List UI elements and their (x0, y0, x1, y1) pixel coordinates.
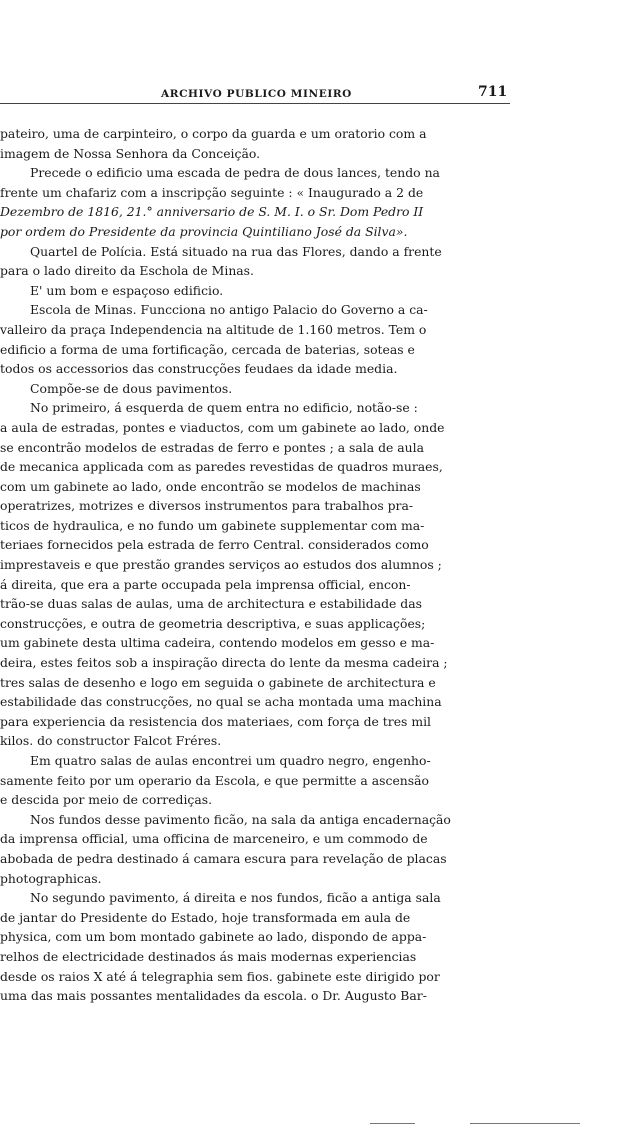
text-line: trão-se duas salas de aulas, uma de architectura e estabilidade das (0, 596, 422, 612)
text-line: physica, com um bom montado gabinete ao lado, dispondo de appa- (0, 929, 427, 945)
text-line: tres salas de desenho e logo em seguida o gabinete de architectura e (0, 674, 436, 690)
text-line: operatrizes, motrizes e diversos instrumentos para trabalhos pra- (0, 498, 414, 514)
header-rule (0, 103, 510, 104)
text-line: a aula de estradas, pontes e viaductos, com um gabinete ao lado, onde (0, 419, 445, 435)
text-line: e descida por meio de corrediças. (0, 792, 213, 808)
text-line: de mecanica applicada com as paredes revestidas de quadros muraes, (0, 459, 443, 475)
text-line: relhos de electricidade destinados ás mais modernas experiencias (0, 948, 417, 964)
text-line: abobada de pedra destinado á camara escura para revelação de placas (0, 850, 447, 866)
text-line: se encontrão modelos de estradas de ferro e pontes ; a sala de aula (0, 439, 425, 455)
page-header (0, 84, 621, 104)
text-line: imagem de Nossa Senhora da Conceição. (0, 145, 261, 161)
text-line: todos os accessorios das construcções feudaes da idade media. (0, 361, 398, 377)
body-text (0, 124, 522, 1006)
text-line: Dezembro de 1816, 21.° anniversario de S. M. I. o Sr. Dom Pedro II (0, 204, 424, 220)
text-line: para experiencia da resistencia dos materiaes, com força de tres mil (0, 713, 432, 729)
text-line: um gabinete desta ultima cadeira, contendo modelos em gesso e ma- (0, 635, 435, 651)
text-line: E' um bom e espaçoso edificio. (30, 282, 224, 298)
text-line: No primeiro, á esquerda de quem entra no edificio, notão-se : (30, 400, 418, 416)
text-line: á direita, que era a parte occupada pela imprensa official, encon- (0, 576, 411, 592)
text-line: Em quatro salas de aulas encontrei um quadro negro, engenho- (30, 753, 431, 768)
text-line: valleiro da praça Independencia na altitude de 1.160 metros. Tem o (0, 321, 427, 337)
text-line: por ordem do Presidente da provincia Quintiliano José da Silva». (0, 223, 408, 239)
text-line: photographicas. (0, 870, 102, 886)
text-line: teriaes fornecidos pela estrada de ferro Central. considerados como (0, 537, 429, 553)
bottom-rule (470, 1123, 580, 1124)
text-line: da imprensa official, uma officina de marceneiro, e um commodo de (0, 831, 428, 847)
text-line: Precede o edificio uma escada de pedra de dous lances, tendo na (30, 165, 440, 181)
page-number: 711 (478, 84, 508, 100)
text-line: construcções, e outra de geometria descriptiva, e suas applicações; (0, 615, 426, 631)
text-line: Quartel de Polícia. Está situado na rua das Flores, dando a frente (30, 243, 442, 259)
text-line: frente um chafariz com a inscripção seguinte : « Inaugurado a 2 de (0, 184, 424, 200)
text-line: kilos. do constructor Falcot Fréres. (0, 733, 222, 749)
text-line: edificio a forma de uma fortificação, cercada de baterias, soteas e (0, 341, 415, 357)
text-line: de jantar do Presidente do Estado, hoje transformada em aula de (0, 909, 411, 925)
text-line: ticos de hydraulica, e no fundo um gabinete supplementar com ma- (0, 517, 425, 533)
text-line: para o lado direito da Eschola de Minas. (0, 263, 254, 279)
bottom-rule (370, 1123, 415, 1124)
text-line: uma das mais possantes mentalidades da escola. o Dr. Augusto Bar- (0, 988, 427, 1004)
text-line: pateiro, uma de carpinteiro, o corpo da guarda e um oratorio com a (0, 126, 427, 141)
text-line: com um gabinete ao lado, onde encontrão se modelos de machinas (0, 478, 421, 494)
text-line: desde os raios X até á telegraphia sem fios. gabinete este dirigido por (0, 968, 440, 984)
text-line: deira, estes feitos sob a inspiração directa do lente da mesma cadeira ; (0, 655, 448, 671)
running-title: ARCHIVO PUBLICO MINEIRO (161, 88, 352, 100)
text-line: Compõe-se de dous pavimentos. (30, 380, 233, 396)
text-line: imprestaveis e que prestão grandes serviços ao estudos dos alumnos ; (0, 557, 442, 573)
text-line: Escola de Minas. Funcciona no antigo Palacio do Governo a ca- (30, 302, 428, 318)
text-line: No segundo pavimento, á direita e nos fundos, ficão a antiga sala (30, 890, 441, 906)
text-line: Nos fundos desse pavimento ficão, na sala da antiga encadernação (30, 811, 451, 827)
text-line: estabilidade das construcções, no qual se acha montada uma machina (0, 694, 442, 710)
text-line: samente feito por um operario da Escola, e que permitte a ascensão (0, 772, 429, 788)
